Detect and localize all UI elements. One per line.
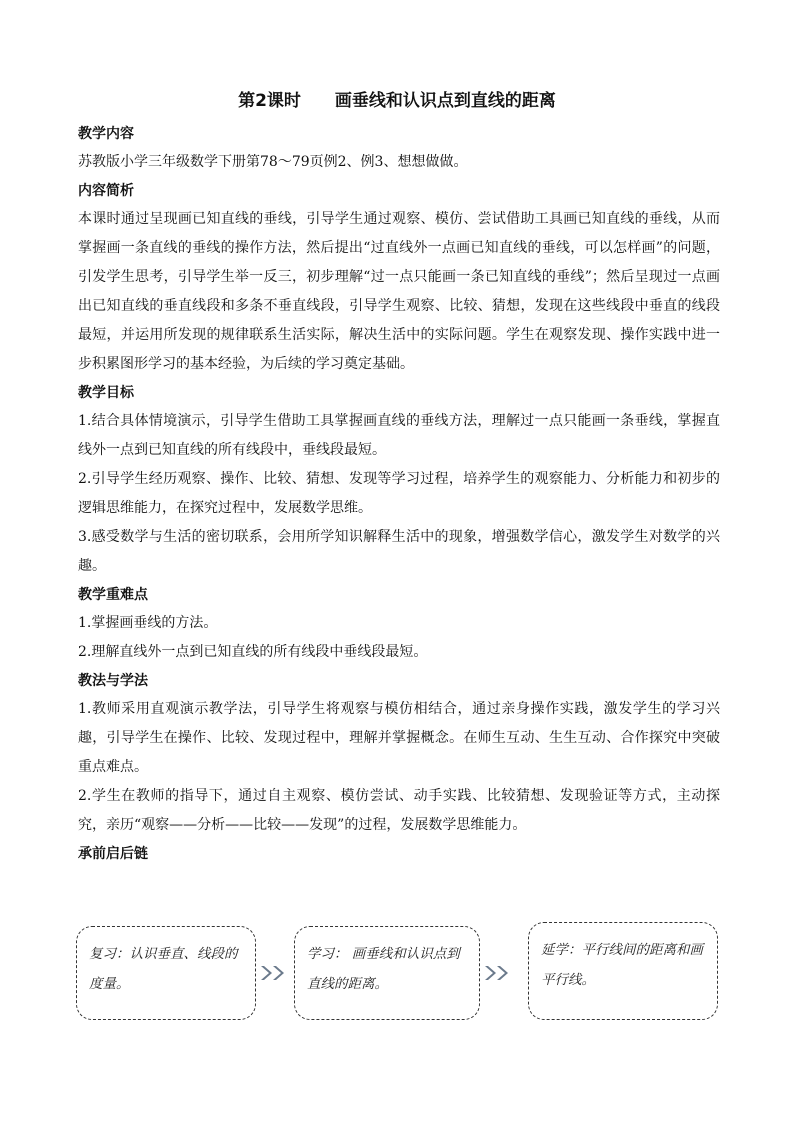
heading-content-summary: 内容简析 bbox=[78, 183, 134, 199]
review-box: 复习：认识垂直、线段的度量。 bbox=[76, 926, 256, 1020]
heading-learning-chain: 承前启后链 bbox=[78, 846, 148, 862]
key-point-1: 1.掌握画垂线的方法。 bbox=[78, 615, 218, 631]
heading-methods: 教法与学法 bbox=[78, 673, 148, 689]
heading-key-points: 教学重难点 bbox=[78, 587, 148, 603]
extend-box: 延学：平行线间的距离和画平行线。 bbox=[528, 922, 718, 1020]
lesson-topic: 画垂线和认识点到直线的距离 bbox=[334, 91, 556, 111]
content-summary-text: 本课时通过呈现画已知直线的垂线，引导学生通过观察、模仿、尝试借助工具画已知直线的垂线，从而掌握画一条直线的垂线的操作方法，然后提出“过直线外一点画已知直线的垂线，可以怎样画”的问题，引发学生思考，引导学生举一反三，初步理解“过一点只能画一条已知直线的垂线”；然后呈现过一点画出已知直线的垂直线段和多条不垂直线段，引导学生观察、比较、猜想，发现在这些线段中垂直的线段最短，并运用所发现的规律联系生活实际，解决生活中的实际问题。学生在观察发现、操作实践中进一步积累图形学习的基本经验，为后续的学习奠定基础。 bbox=[78, 211, 720, 372]
teaching-content-text: 苏教版小学三年级数学下册第78～79页例2、例3、想想做做。 bbox=[78, 154, 468, 170]
goal-item-3: 3.感受数学与生活的密切联系，会用所学知识解释生活中的现象，增强数学信心，激发学生对数学的兴趣。 bbox=[78, 529, 720, 574]
double-chevron-icon bbox=[484, 965, 508, 981]
goal-item-2: 2.引导学生经历观察、操作、比较、猜想、发现等学习过程，培养学生的观察能力、分析能力和初步的逻辑思维能力，在探究过程中，发展数学思维。 bbox=[78, 471, 720, 516]
method-item-2: 2.学生在教师的指导下，通过自主观察、模仿尝试、动手实践、比较猜想、发现验证等方式，主动探究，亲历“观察——分析——比较——发现”的过程，发展数学思维能力。 bbox=[78, 788, 720, 833]
double-chevron-icon bbox=[260, 965, 284, 981]
lesson-number: 第2课时 bbox=[238, 91, 301, 111]
heading-teaching-content: 教学内容 bbox=[78, 126, 134, 142]
method-item-1: 1.教师采用直观演示教学法，引导学生将观察与模仿相结合，通过亲身操作实践，激发学生的学习兴趣，引导学生在操作、比较、发现过程中，理解并掌握概念。在师生互动、生生互动、合作探究中突破重点难点。 bbox=[78, 701, 720, 775]
learn-box: 学习： 画垂线和认识点到直线的距离。 bbox=[294, 926, 480, 1020]
heading-teaching-goals: 教学目标 bbox=[78, 385, 134, 401]
key-point-2: 2.理解直线外一点到已知直线的所有线段中垂线段最短。 bbox=[78, 644, 428, 660]
goal-item-1: 1.结合具体情境演示，引导学生借助工具掌握画直线的垂线方法，理解过一点只能画一条垂线，掌握直线外一点到已知直线的所有线段中，垂线段最短。 bbox=[78, 413, 720, 458]
